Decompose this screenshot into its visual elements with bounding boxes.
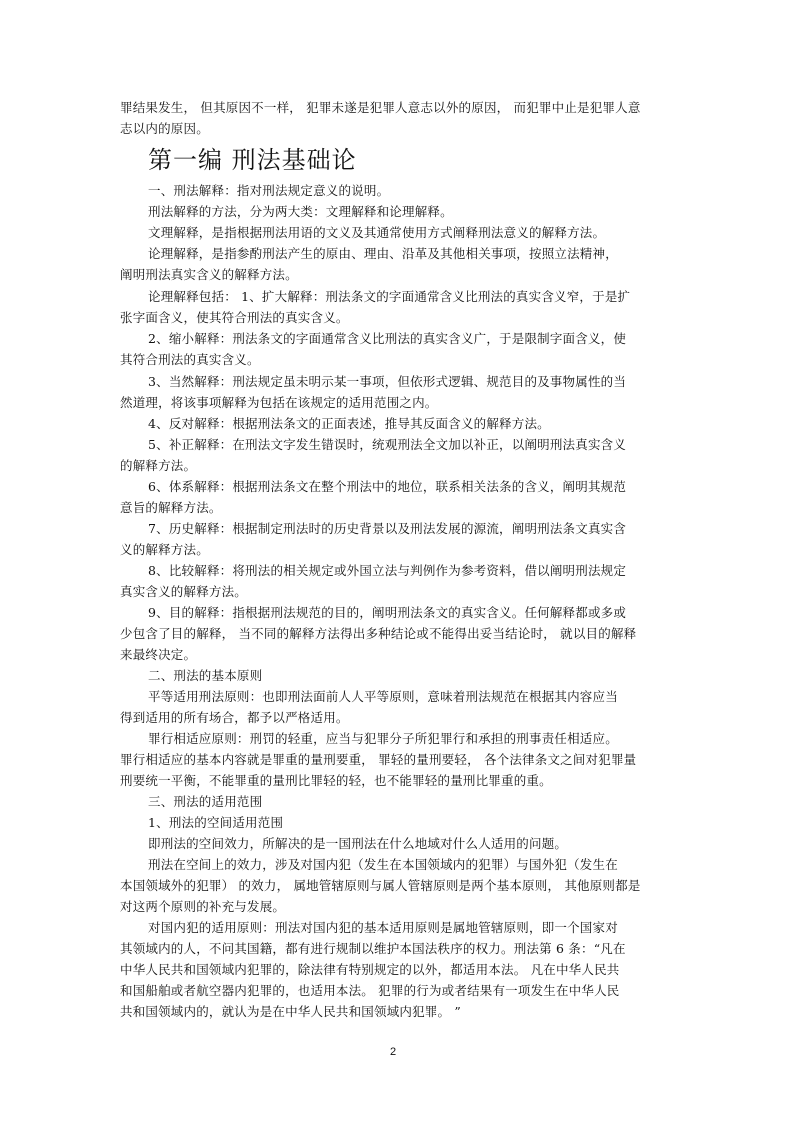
text-line: 志以内的原因。 xyxy=(120,121,209,136)
text-line: 论理解释包括： 1、扩大解释：刑法条文的字面通常含义比刑法的真实含义窄，于是扩 xyxy=(148,289,631,304)
text-line: 和国船舶或者航空器内犯罪的，也适用本法。 犯罪的行为或者结果有一项发生在中华人民 xyxy=(120,983,620,998)
text-line: 张字面含义，使其符合刑法的真实含义。 xyxy=(120,310,349,325)
text-line: 对这两个原则的补充与发展。 xyxy=(120,899,286,914)
text-line: 罪结果发生， 但其原因不一样， 犯罪未遂是犯罪人意志以外的原因， 而犯罪中止是犯罪人意 xyxy=(120,100,641,115)
text-line: 3、当然解释：刑法规定虽未明示某一事项，但依形式逻辑、规范目的及事物属性的当 xyxy=(148,374,627,389)
text-line: 二、刑法的基本原则 xyxy=(148,668,263,683)
text-line: 7、历史解释：根据制定刑法时的历史背景以及刑法发展的源流，阐明刑法条文真实含 xyxy=(148,521,627,536)
text-line: 本国领域外的犯罪） 的效力， 属地管辖原则与属人管辖原则是两个基本原则， 其他原则都是 xyxy=(120,878,641,893)
text-line: 论理解释，是指参酌刑法产生的原由、理由、沿革及其他相关事项，按照立法精神， xyxy=(148,246,618,261)
text-line: 平等适用刑法原则：也即刑法面前人人平等原则，意味着刑法规范在根据其内容应当 xyxy=(148,689,618,704)
text-line: 6、体系解释：根据刑法条文在整个刑法中的地位，联系相关法条的含义，阐明其规范 xyxy=(148,479,627,494)
text-line: 刑法在空间上的效力，涉及对国内犯（发生在本国领域内的犯罪）与国外犯（发生在 xyxy=(148,857,618,872)
text-line: 1、刑法的空间适用范围 xyxy=(148,815,284,830)
text-line: 罪行相适应的基本内容就是罪重的量刑要重， 罪轻的量刑要轻， 各个法律条文之间对犯罪量 xyxy=(120,752,637,767)
text-line: 文理解释，是指根据刑法用语的文义及其通常使用方式阐释刑法意义的解释方法。 xyxy=(148,225,606,240)
text-line: 义的解释方法。 xyxy=(120,542,209,557)
text-line: 5、补正解释：在刑法文字发生错误时，统观刑法全文加以补正，以阐明刑法真实含义 xyxy=(148,437,627,452)
text-line: 真实含义的解释方法。 xyxy=(120,584,248,599)
text-line: 刑要统一平衡，不能罪重的量刑比罪轻的轻，也不能罪轻的量刑比罪重的重。 xyxy=(120,773,552,788)
text-line: 2、缩小解释：刑法条文的字面通常含义比刑法的真实含义广，于是限制字面含义，使 xyxy=(148,331,627,346)
text-line: 其领域内的人，不问其国籍，都有进行规制以维护本国法秩序的权力。刑法第 6 条：“凡在 xyxy=(120,941,626,956)
text-line: 4、反对解释：根据刑法条文的正面表述，推导其反面含义的解释方法。 xyxy=(148,416,550,431)
text-line: 然道理，将该事项解释为包括在该规定的适用范围之内。 xyxy=(120,395,438,410)
text-line: 罪行相适应原则：刑罚的轻重，应当与犯罪分子所犯罪行和承担的刑事责任相适应。 xyxy=(148,731,618,746)
text-line: 少包含了目的解释， 当不同的解释方法得出多种结论或不能得出妥当结论时， 就以目的解释 xyxy=(120,626,637,641)
text-line: 9、目的解释：指根据刑法规范的目的，阐明刑法条文的真实含义。任何解释都或多或 xyxy=(148,605,627,620)
text-line: 刑法解释的方法，分为两大类：文理解释和论理解释。 xyxy=(148,204,453,219)
text-line: 的解释方法。 xyxy=(120,458,197,473)
text-line: 阐明刑法真实含义的解释方法。 xyxy=(120,267,298,282)
text-line: 中华人民共和国领域内犯罪的，除法律有特别规定的以外，都适用本法。 凡在中华人民共 xyxy=(120,962,620,977)
page-number: 2 xyxy=(390,1046,397,1058)
text-line: 一、刑法解释：指对刑法规定意义的说明。 xyxy=(148,183,390,198)
text-line: 8、比较解释：将刑法的相关规定或外国立法与判例作为参考资料，借以阐明刑法规定 xyxy=(148,563,627,578)
text-line: 来最终决定。 xyxy=(120,647,197,662)
section-heading: 第一编 刑法基础论 xyxy=(148,146,357,174)
text-line: 即刑法的空间效力，所解决的是一国刑法在什么地域对什么人适用的问题。 xyxy=(148,836,568,851)
text-line: 意旨的解释方法。 xyxy=(120,500,222,515)
text-line: 得到适用的所有场合，都予以严格适用。 xyxy=(120,710,349,725)
text-line: 共和国领域内的，就认为是在中华人民共和国领域内犯罪。 ” xyxy=(120,1004,461,1019)
text-line: 对国内犯的适用原则：刑法对国内犯的基本适用原则是属地管辖原则，即一个国家对 xyxy=(148,920,618,935)
text-line: 其符合刑法的真实含义。 xyxy=(120,352,260,367)
text-line: 三、刑法的适用范围 xyxy=(148,794,263,809)
